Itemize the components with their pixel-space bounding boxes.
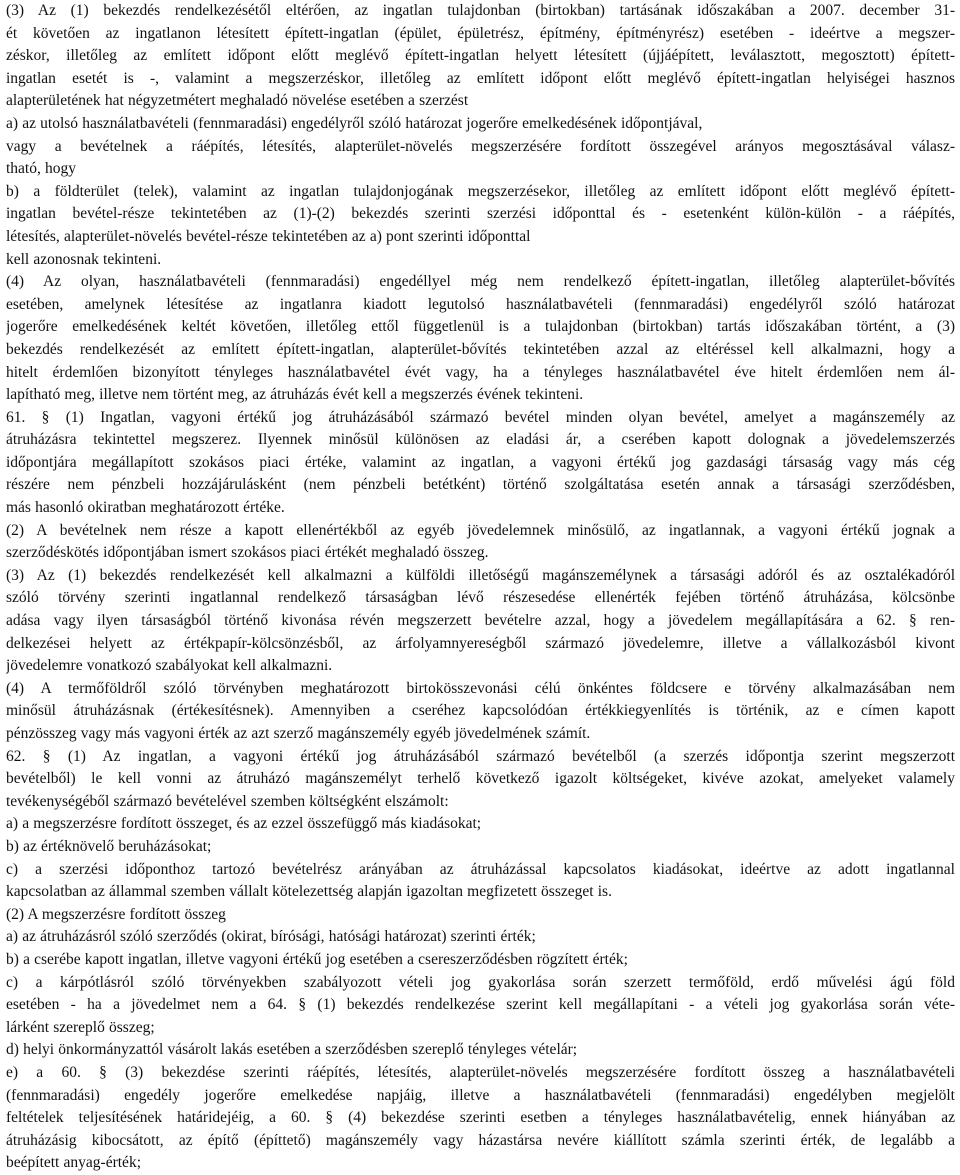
text-line: ingatlan bevétel-része tekintetében az (1)-(2) bekezdés szerinti szerzési időponttal és - esetenként külön-külön - a ráépítés, [6, 205, 955, 223]
text-line: (3) Az (1) bekezdés rendelkezését kell alkalmazni a külföldi illetőségű magánszemélynek a társasági adóról és az osztalékadóról [6, 566, 955, 584]
text-line: c) a szerzési időponthoz tartozó bevételrész arányában az átruházással kapcsolatos kiadásokat, ideértve az adott ingatlannal [6, 860, 955, 878]
text-line: c) a kárpótlásról szóló törvényekben szabályozott vételi jog gyakorlása során szerzett termőföld, erdő művelési ágú föld [6, 973, 955, 991]
text-line: más hasonló okiratban meghatározott értéke. [6, 499, 285, 517]
text-line: kapcsolatban az állammal szemben vállalt kötelezettség alapján igazoltan megfizetett összeget is. [6, 883, 612, 901]
text-line: d) helyi önkormányzattól vásárolt lakás esetében a szerződésben szereplő tényleges vételár; [6, 1041, 578, 1059]
text-line: a) a megszerzésre fordított összeget, és az ezzel összefüggő más kiadásokat; [6, 815, 482, 833]
text-line: tható, hogy [6, 160, 77, 178]
text-line: adása vagy ilyen társaságból történő kivonása révén megszerzett bevételre azzal, hogy a jövedelem megállapítására a 62. § ren- [6, 612, 955, 630]
text-line: e) a 60. § (3) bekezdése szerinti ráépítés, létesítés, alapterület-növelés megszerzésére fordított összeg a használatbavételi [6, 1063, 955, 1081]
text-line: bekezdés rendelkezését az említett épített-ingatlan, alapterület-bővítés tekintetében azzal az eltéréssel kell alkalmazni, hogy a [6, 340, 955, 358]
text-line: a) az átruházásról szóló szerződés (okirat, bírósági, hatósági határozat) szerinti érték; [6, 928, 536, 946]
text-line: pénzösszeg vagy más vagyoni érték az azt szerző magánszemély egyéb jövedelmének számít. [6, 725, 591, 742]
text-line: zéskor, illetőleg az említett időpont előtt meglévő épített-ingatlan helyett létesített (újjáépített, leválasztott, megosztott) épített- [6, 47, 955, 65]
text-line: delkezései helyett az értékpapír-kölcsönzésből, az árfolyamnyereségből származó jövedelemre, illetve a vállalkozásból kivont [6, 634, 955, 652]
text-line: bevételből) le kell vonni az átruházó magánszemélyt terhelő következő igazolt költségeket, kivéve azokat, amelyeket valamely [6, 770, 955, 788]
text-line: b) a földterület (telek), valamint az ingatlan tulajdonjogának megszerzésekor, illetőleg az említett időpont előtt meglévő épített- [6, 182, 955, 200]
text-line: átruházásra tekintettel megszerez. Ilyennek minősül különösen az eladási ár, a cserében kapott dolognak a jövedelemszerzés [6, 431, 955, 449]
text-line: ingatlan esetét is -, valamint a megszerzéskor, illetőleg az említett időpont előtt meglévő épített-ingatlan helyiségei hasznos [6, 69, 955, 87]
text-line: hitelt érdemlően bizonyított tényleges használatbavétel évét vagy, ha a tényleges használatbavétel éve hitelt érdemlően nem ál- [6, 363, 955, 381]
text-line: kell azonosnak tekinteni. [6, 250, 162, 268]
text-line: minősül átruházásnak (értékesítésnek). Amennyiben a cseréhez kapcsolódóan értékkiegyenlítés is történik, az e címen kapott [6, 702, 955, 720]
text-line: lapítható meg, illetve nem történt meg, az átruházás évét kell a megszerzés évének tekinteni. [6, 386, 584, 404]
text-line: alapterületének hat négyzetmétert meghaladó növelése esetében a szerzést [6, 92, 469, 110]
text-line: (4) A termőföldről szóló törvényben meghatározott birtokösszevonási célú önkéntes földcsere e törvény alkalmazásában nem [6, 679, 955, 697]
text-line: vagy a bevételnek a ráépítés, létesítés, alapterület-növelés megszerzésére fordított összegével arányos megosztásával válasz- [6, 137, 955, 155]
text-line: szóló törvény szerinti ingatlannal rendelkező társaságban lévő részesedése ellenérték fejében történő átruházása, kölcsönbe [6, 589, 955, 607]
text-line: jövedelemre vonatkozó szabályokat kell alkalmazni. [6, 657, 333, 675]
text-line: létesítés, alapterület-növelés bevétel-része tekintetében az a) pont szerinti időponttal [6, 227, 531, 245]
text-line: (fennmaradási) engedély jogerőre emelkedése napjáig, illetve a használatbavételi (fennmaradási) engedélyben megjelölt [6, 1086, 955, 1104]
text-line: 62. § (1) Az ingatlan, a vagyoni értékű jog átruházásából származó bevételből (a szerzés időpontja szerint megszerzott [6, 747, 955, 765]
text-line: feltételek teljesítésének határidejéig, a 60. § (4) bekezdése szerinti esetben a tényleges használatbavételig, ennek hiányában az [6, 1109, 955, 1127]
text-line: tevékenységéből származó bevételével szemben költségként elszámolt: [6, 792, 449, 810]
text-line: (4) Az olyan, használatbavételi (fennmaradási) engedéllyel még nem rendelkező épített-ingatlan, illetőleg alapterület-bővítés [6, 273, 955, 291]
text-line: ét követően az ingatlanon létesített épített-ingatlan (épület, épületrész, építmény, építményrész) esetében - ideértve a megszer- [6, 24, 955, 42]
text-line: (2) A bevételnek nem része a kapott ellenértékből az egyéb jövedelemnek minősülő, az ingatlannak, a vagyoni értékű jognak a [6, 521, 955, 539]
text-line: (2) A megszerzésre fordított összeg [6, 905, 226, 923]
text-line: 61. § (1) Ingatlan, vagyoni értékű jog átruházásából származó bevétel minden olyan bevétel, amelyet a magánszemély az [6, 408, 955, 426]
text-line: jogerőre emelkedésének keltét követően, illetőleg ettől függetlenül is a tulajdonban (birtokban) tartás időszakában történt, a (3) [6, 318, 955, 336]
text-line: b) az értéknövelő beruházásokat; [6, 837, 212, 855]
text-line: beépített anyag-érték; [6, 1154, 141, 1172]
text-line: esetében, amelynek létesítése az ingatlanra kiadott legutolsó használatbavételi (fennmaradási) engedélyről szóló határozat [6, 295, 955, 313]
text-line: a) az utolsó használatbavételi (fennmaradási) engedélyről szóló határozat jogerőre emelkedésének időpontjával, [6, 114, 703, 132]
text-line: lárként szereplő összeg; [6, 1018, 155, 1036]
text-line: b) a cserébe kapott ingatlan, illetve vagyoni értékű jog esetében a csereszerződésben rögzített érték; [6, 950, 628, 968]
text-line: szerződéskötés időpontjában ismert szokásos piaci értékét meghaladó összeg. [6, 544, 489, 562]
text-line: (3) Az (1) bekezdés rendelkezésétől eltérően, az ingatlan tulajdonban (birtokban) tartásának időszakában a 2007. december 31- [6, 2, 955, 19]
text-line: időpontjára megállapított szokásos piaci értéke, valamint az ingatlan, a vagyoni értékű jog gazdasági társaság vagy más cég [6, 453, 955, 471]
text-line: részére nem pénzbeli hozzájárulásként (nem pénzbeli betétként) történő szolgáltatása esetén annak a társasági szerződésben, [6, 476, 955, 494]
text-line: átruházásig kibocsátott, az építő (építtető) magánszemély vagy házastársa nevére kiállított számla szerinti érték, de legalább a [6, 1131, 955, 1149]
text-line: esetében - ha a jövedelmet nem a 64. § (1) bekezdés rendelkezése szerint kell megállapítani - a vételi jog gyakorlása során véte- [6, 996, 955, 1014]
